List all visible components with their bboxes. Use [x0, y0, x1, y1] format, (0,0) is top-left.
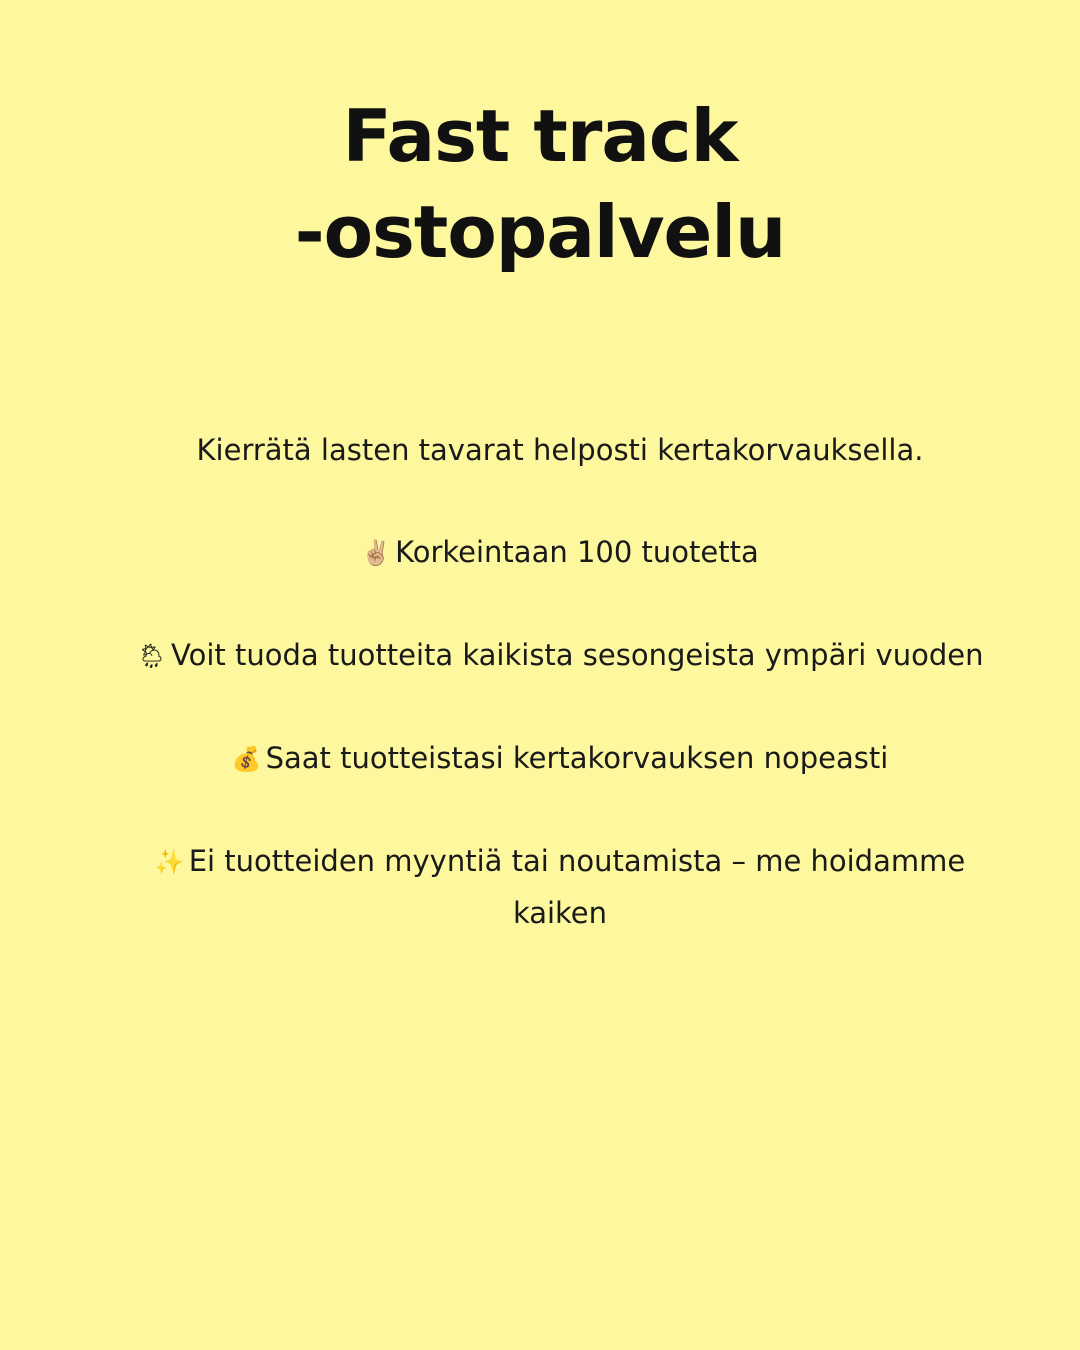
- victory-hand-icon: ✌🏼: [361, 539, 392, 567]
- bullet-text: Saat tuotteistasi kertakorvauksen nopeasti: [265, 741, 889, 775]
- description-block: [130, 425, 990, 939]
- sparkles-icon: ✨: [154, 848, 185, 876]
- page-title: [0, 88, 1080, 280]
- bullet-item-max-products: [130, 527, 990, 579]
- intro-text: Kierrätä lasten tavarat helposti kertakorvauksella.: [196, 433, 924, 467]
- bullet-item-we-handle-all: [130, 836, 990, 939]
- bullet-text: Ei tuotteiden myyntiä tai noutamista – me hoidamme kaiken: [188, 844, 966, 930]
- sun-rain-cloud-icon: 🌦: [136, 642, 167, 670]
- money-bag-icon: 💰: [231, 745, 262, 773]
- title-line-2: -ostopalvelu: [294, 190, 786, 274]
- title-line-1: Fast track: [342, 94, 738, 178]
- bullet-item-fast-payment: [130, 733, 990, 785]
- bullet-item-all-seasons: [130, 630, 990, 682]
- bullet-text: Voit tuoda tuotteita kaikista sesongeista ympäri vuoden: [171, 638, 984, 672]
- bullet-text: Korkeintaan 100 tuotetta: [395, 535, 759, 569]
